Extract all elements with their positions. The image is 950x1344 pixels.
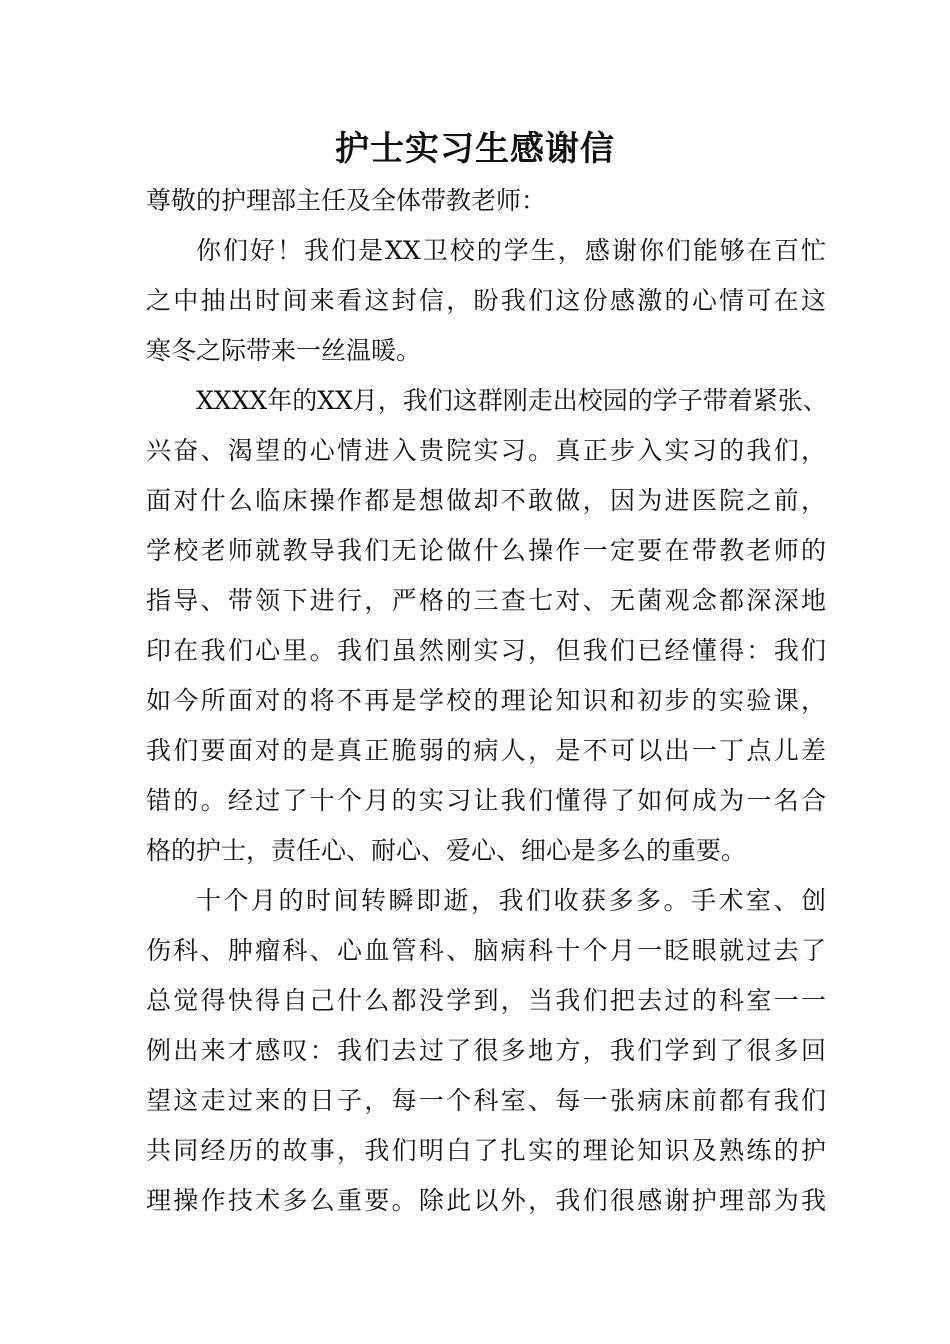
body-line: 面对什么临床操作都是想做却不敢做，因为进医院之前，: [146, 486, 826, 515]
document-title: 护士实习生感谢信: [335, 129, 615, 169]
body-line: 错的。经过了十个月的实习让我们懂得了如何成为一名合: [146, 786, 826, 815]
body-line: 之中抽出时间来看这封信，盼我们这份感激的心情可在这: [146, 286, 826, 315]
body-line: 学校老师就教导我们无论做什么操作一定要在带教老师的: [146, 536, 826, 565]
body-line: 指导、带领下进行，严格的三查七对、无菌观念都深深地: [146, 586, 826, 615]
body-line: 例出来才感叹：我们去过了很多地方，我们学到了很多回: [146, 1036, 826, 1065]
body-line: 寒冬之际带来一丝温暖。: [146, 336, 422, 365]
body-line: 你们好！我们是XX卫校的学生，感谢你们能够在百忙: [196, 236, 826, 265]
body-line: 十个月的时间转瞬即逝，我们收获多多。手术室、创: [196, 886, 826, 915]
body-line: 望这走过来的日子，每一个科室、每一张病床前都有我们: [146, 1086, 826, 1115]
body-line: 理操作技术多么重要。除此以外，我们很感谢护理部为我: [146, 1186, 826, 1215]
body-line: 兴奋、渴望的心情进入贵院实习。真正步入实习的我们，: [146, 436, 826, 465]
body-line: 如今所面对的将不再是学校的理论知识和初步的实验课，: [146, 686, 826, 715]
body-line: 我们要面对的是真正脆弱的病人，是不可以出一丁点儿差: [146, 736, 826, 765]
body-line: 共同经历的故事，我们明白了扎实的理论知识及熟练的护: [146, 1136, 826, 1165]
body-line: 格的护士，责任心、耐心、爱心、细心是多么的重要。: [146, 836, 747, 865]
salutation: 尊敬的护理部主任及全体带教老师：: [146, 186, 547, 215]
body-line: 总觉得快得自己什么都没学到，当我们把去过的科室一一: [146, 986, 826, 1015]
body-line: XXXX年的XX月，我们这群刚走出校园的学子带着紧张、: [196, 386, 828, 415]
body-line: 伤科、肿瘤科、心血管科、脑病科十个月一眨眼就过去了: [146, 936, 826, 965]
body-line: 印在我们心里。我们虽然刚实习，但我们已经懂得：我们: [146, 636, 826, 665]
